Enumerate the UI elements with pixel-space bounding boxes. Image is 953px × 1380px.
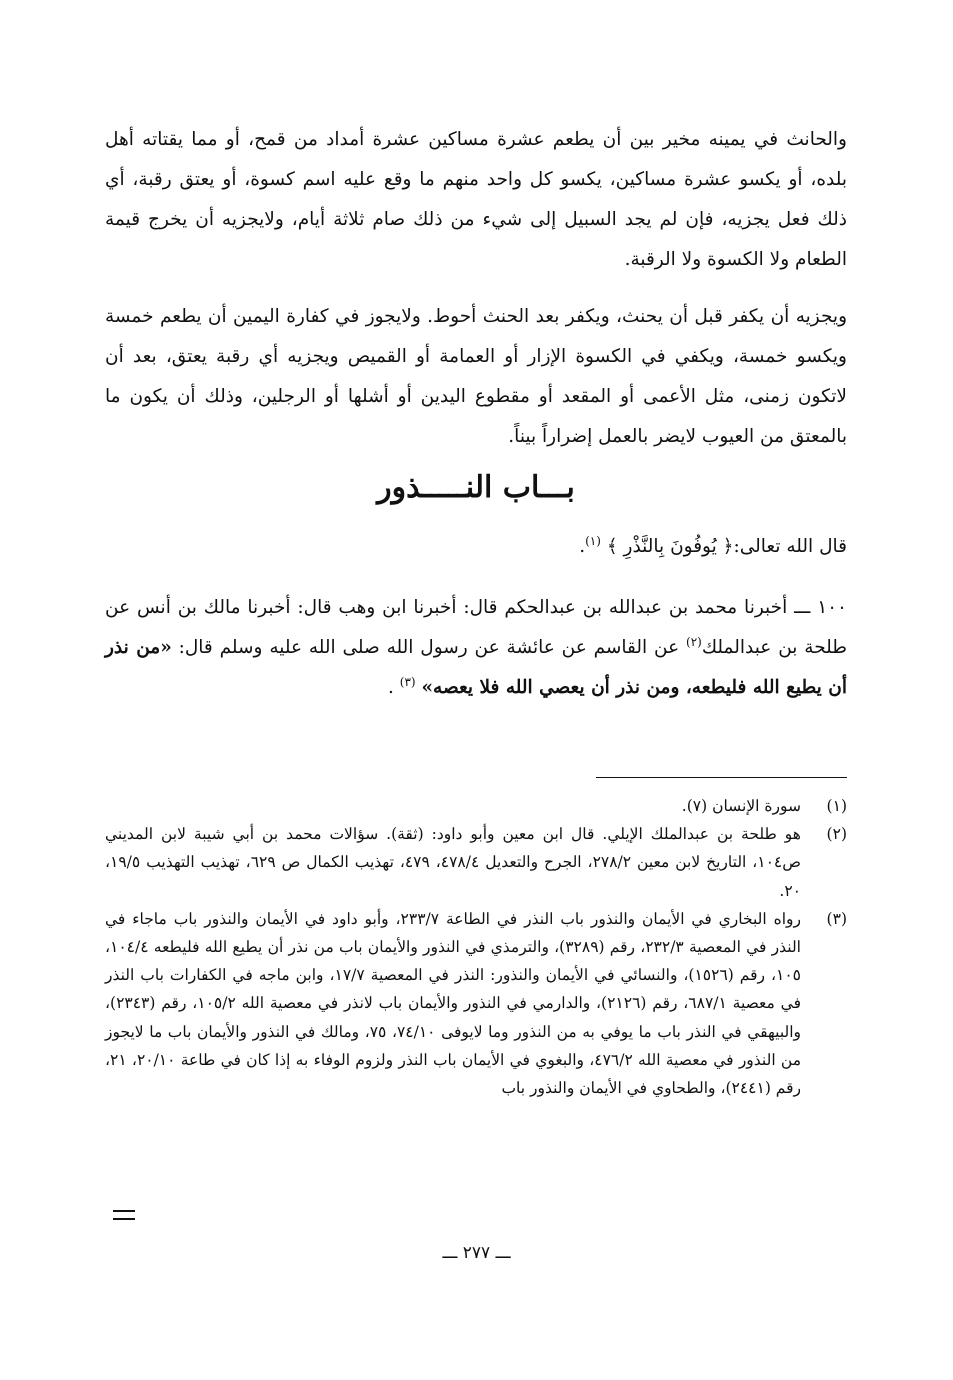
paragraph-expiation-options: والحانث في يمينه مخير بين أن يطعم عشرة مساكين عشرة أمداد من قمح، أو مما يقتاته أهل بلده، أو يكسو عشرة مساكين، يكسو كل واحد منهم ما وقع عليه اسم كسوة، أو يعتق رقبة، أي ذلك فعل يجزيه، فإن لم يجد السبيل إلى شيء من ذلك صام ثلاثة أيام، ولايجزيه أن يخرج قيمة الطعام ولا الكسوة ولا الرقبة.: [105, 129, 847, 270]
footnote-2: [105, 820, 847, 905]
page-number: ـــ ٢٧٧ ـــ: [442, 1243, 511, 1263]
hadith-chain: ١٠٠ ـــ أخبرنا محمد بن عبدالله بن عبدالحكم قال: أخبرنا ابن وهب قال: أخبرنا مالك بن أنس عن طلحة بن عبدالملك: [105, 597, 847, 658]
verse-intro: قال الله تعالى:: [733, 536, 847, 557]
footnote-1: [105, 792, 847, 820]
footnote-number: (١): [826, 797, 847, 815]
hadith-chain-continued: عن القاسم عن عائشة عن رسول الله صلى الله عليه وسلم قال:: [171, 637, 686, 658]
footnote-3: [105, 905, 847, 1102]
hadith-footnote-ref-3: (٣): [399, 674, 416, 689]
footnote-number: (٢): [826, 825, 847, 844]
chapter-heading: بـــاب النـــــذور: [377, 470, 575, 505]
footnotes: [105, 792, 847, 1102]
footnote-number: (٣): [826, 909, 847, 928]
footnote-text: رواه البخاري في الأيمان والنذور باب النذر في الطاعة ٢٣٣/٧، وأبو داود في الأيمان والنذور باب ماجاء في النذر في المعصية ٢٣٢/٣، رقم (٣٢٨٩)، والترمذي في النذور والأيمان باب من نذر أن يطيع الله فليطعه ١٠٤/٤، ١٠٥، رقم (١٥٢٦)، والنسائي في الأيمان والنذور: النذر في المعصية ١٧/٧، وابن ماجه في الكفارات باب النذر في معصية ٦٨٧/١، رقم (٢١٢٦)، والدارمي في النذور والأيمان باب لانذر في معصية الله ١٠٥/٢، رقم (٢٣٤٣)، والبيهقي في النذر باب ما يوفي به من النذور وما لايوفى ٧٤/١٠، ٧٥، ومالك في النذور والأيمان باب ما لايجوز من النذور في معصية الله ٤٧٦/٢، والبغوي في الأيمان باب النذر ولزوم الوفاء به إذا كان في طاعة ٢٠/١٠، ٢١، رقم (٢٤٤١)، والطحاوي في الأيمان والنذور باب: [105, 909, 802, 1098]
hadith-text: «من نذر أن يطيع الله فليطعه، ومن نذر أن يعصي الله فلا يعصه»: [105, 637, 847, 698]
footnote-text: هو طلحة بن عبدالملك الإيلي. قال ابن معين وأبو داود: (ثقة). سؤالات محمد بن أبي شيبة لابن المديني ص١٠٤، التاريخ لابن معين ٢٧٨/٢، الجرح والتعديل ٤٧٨/٤، ٤٧٩، تهذيب الكمال ص ٦٢٩، تهذيب التهذيب ١٩/٥، ٢٠.: [105, 825, 802, 900]
hadith-100: [105, 588, 847, 708]
hadith-footnote-ref-2: (٢): [686, 634, 702, 649]
footnote-text: سورة الإنسان (٧).: [681, 797, 801, 815]
verse-footnote-ref: (١): [585, 533, 601, 548]
footnote-separator: [596, 777, 847, 778]
verse-quote: ﴿ يُوفُونَ بِالنَّذْرِ ﴾: [606, 536, 734, 557]
quran-verse-line: قال الله تعالى:﴿ يُوفُونَ بِالنَّذْرِ ﴾ $^{(١)}$.: [579, 533, 847, 557]
footnote-continuation-mark: [113, 1210, 135, 1220]
hadith-end: .: [387, 677, 400, 698]
paragraph-expiation-rules: ويجزيه أن يكفر قبل أن يحنث، ويكفر بعد الحنث أحوط. ولايجوز في كفارة اليمين أن يطعم خمسة ويكسو خمسة، ويكفي في الكسوة الإزار أو العمامة أو القميص ويجزيه أي رقبة يعتق، بعد أن لاتكون زمنى، مثل الأعمى أو المقعد أو مقطوع اليدين أو أشلها أو الرجلين، وذلك أن يكون ما بالمعتق من العيوب لايضر بالعمل إضراراً بيناً.: [105, 306, 847, 447]
